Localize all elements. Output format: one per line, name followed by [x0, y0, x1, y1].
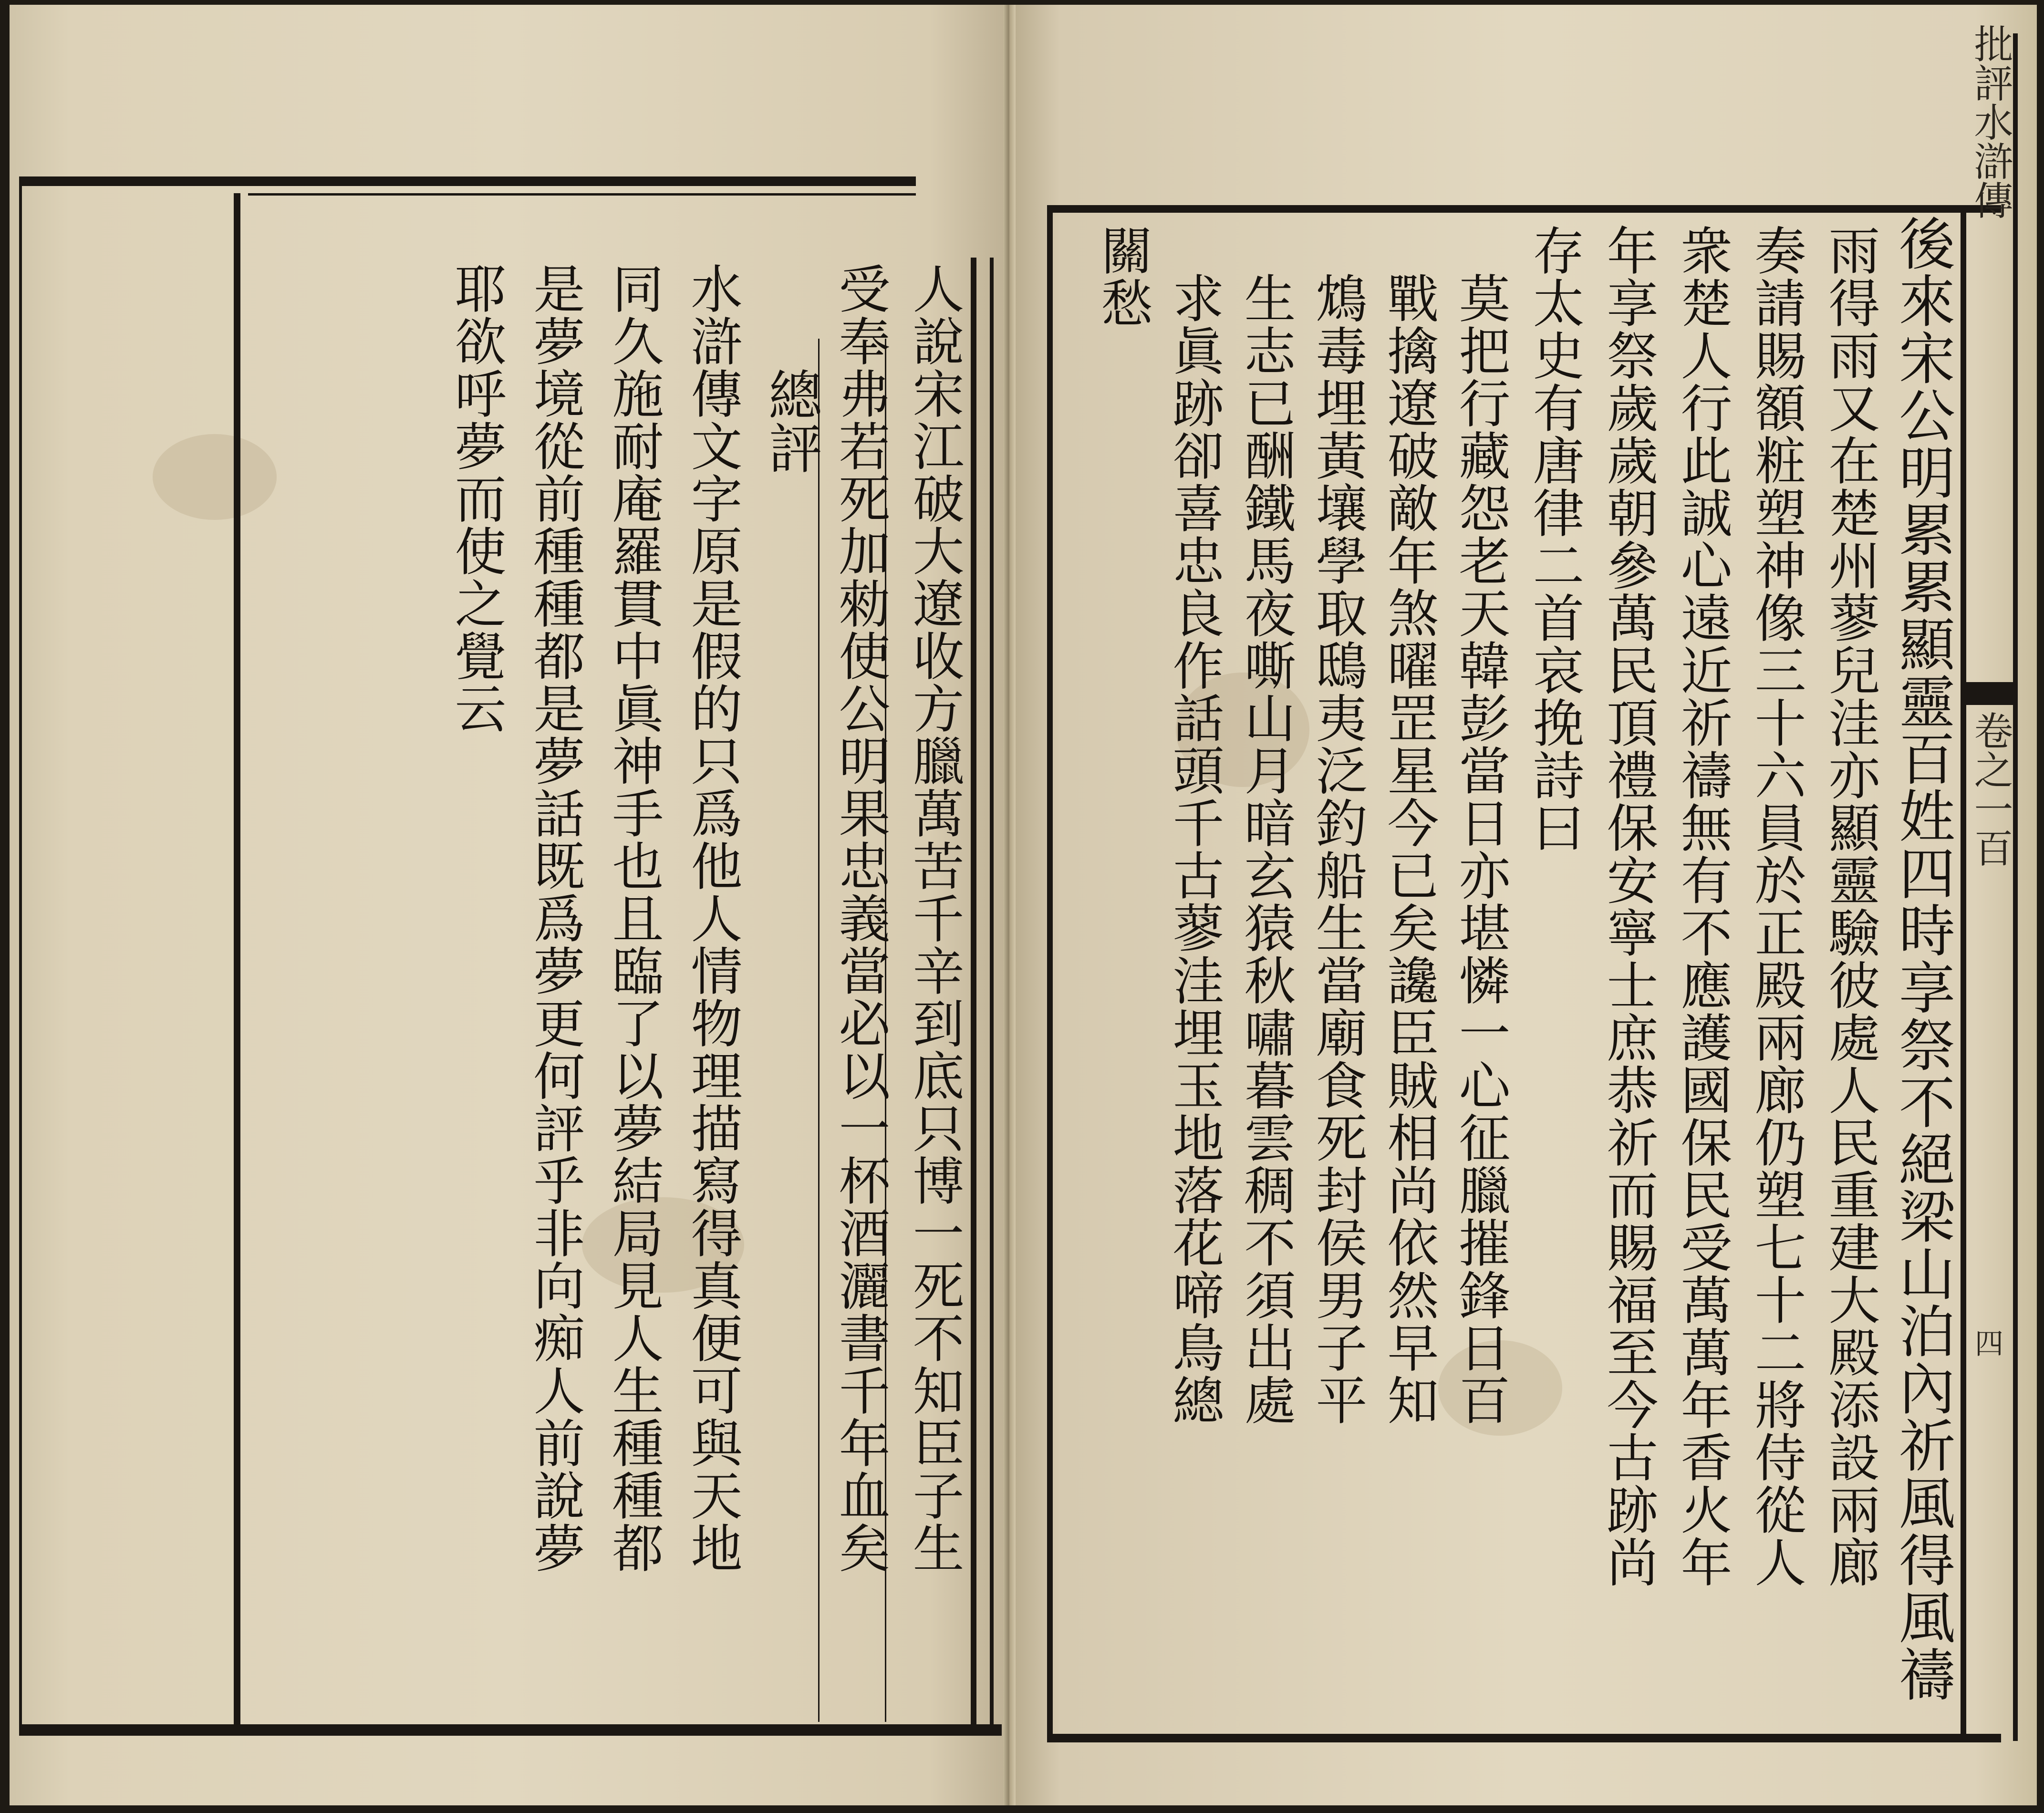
- left-page: [10, 5, 1009, 1805]
- text-column: 雨得雨又在楚州蓼兒洼亦顯靈驗彼處人民重建大殿添設兩廊: [1820, 224, 1879, 1588]
- bottom-rule: [1047, 1734, 2001, 1742]
- margin-rule: [1961, 205, 1966, 1741]
- text-column: 年享祭歲歲朝參萬民頂禮保安寧士庶恭祈而賜福至今古跡尚: [1598, 224, 1658, 1588]
- book-gutter: [1003, 5, 1016, 1805]
- text-column: 戰擒遼破敵年煞曜罡星今已矣讒臣賊相尚依然早知: [1379, 272, 1438, 1426]
- text-column: 關愁: [1092, 224, 1152, 329]
- margin-rule: [234, 193, 240, 1724]
- text-column: 耶欲呼夢而使之覺云: [446, 262, 506, 735]
- text-column: 求眞跡卻喜忠良作話頭千古蓼洼埋玉地落花啼鳥總: [1164, 272, 1224, 1426]
- book-edge-title: 批評水滸傳: [1968, 24, 2013, 219]
- right-page: [1009, 5, 2037, 1805]
- text-column: 同久施耐庵羅貫中眞神手也且臨了以夢結局見人生種種都: [603, 262, 663, 1574]
- text-column: 是夢境從前種種都是夢話既爲夢更何評乎非向痴人前說夢: [525, 262, 584, 1574]
- page-number: 四: [1975, 1327, 2003, 1361]
- text-column: 莫把行藏怨老天韓彭當日亦堪憐一心征臘摧鋒日百: [1450, 272, 1510, 1426]
- top-rule: [1047, 205, 2001, 213]
- text-column: 人說宋江破大遼收方臘萬苦千辛到底只博一死不知臣子生: [904, 262, 964, 1574]
- top-rule: [19, 176, 916, 186]
- text-column: 衆楚人行此誠心遠近祈禱無有不應護國保民受萬萬年香火年: [1672, 224, 1732, 1588]
- volume-label: 卷之一百: [1968, 711, 2013, 867]
- book-spread: [10, 5, 2037, 1805]
- text-column: 水滸傳文字原是假的只爲他人情物理描寫得真便可與天地: [682, 262, 742, 1574]
- section-heading: 總評: [760, 367, 822, 474]
- text-column: 鴆毒埋黃壤學取鴟夷泛釣船生當廟食死封侯男子平: [1307, 272, 1367, 1426]
- text-column: 受奉弗若死加勑使公明果忠義當必以一杯酒灑書千年血矣: [830, 262, 890, 1574]
- bottom-rule: [19, 1724, 1002, 1736]
- text-column: 後來宋公明累累顯靈百姓四時享祭不絕梁山泊內祈風得風禱: [1889, 215, 1955, 1703]
- text-column: 存太史有唐律二首哀挽詩曰: [1524, 224, 1584, 854]
- text-column: 生志已酬鐵馬夜嘶山月暗玄猿秋嘯暮雲稠不須出處: [1235, 272, 1295, 1426]
- text-column: 奏請賜額粧塑神像三十六員於正殿兩廊仍塑七十二將侍從人: [1746, 224, 1805, 1588]
